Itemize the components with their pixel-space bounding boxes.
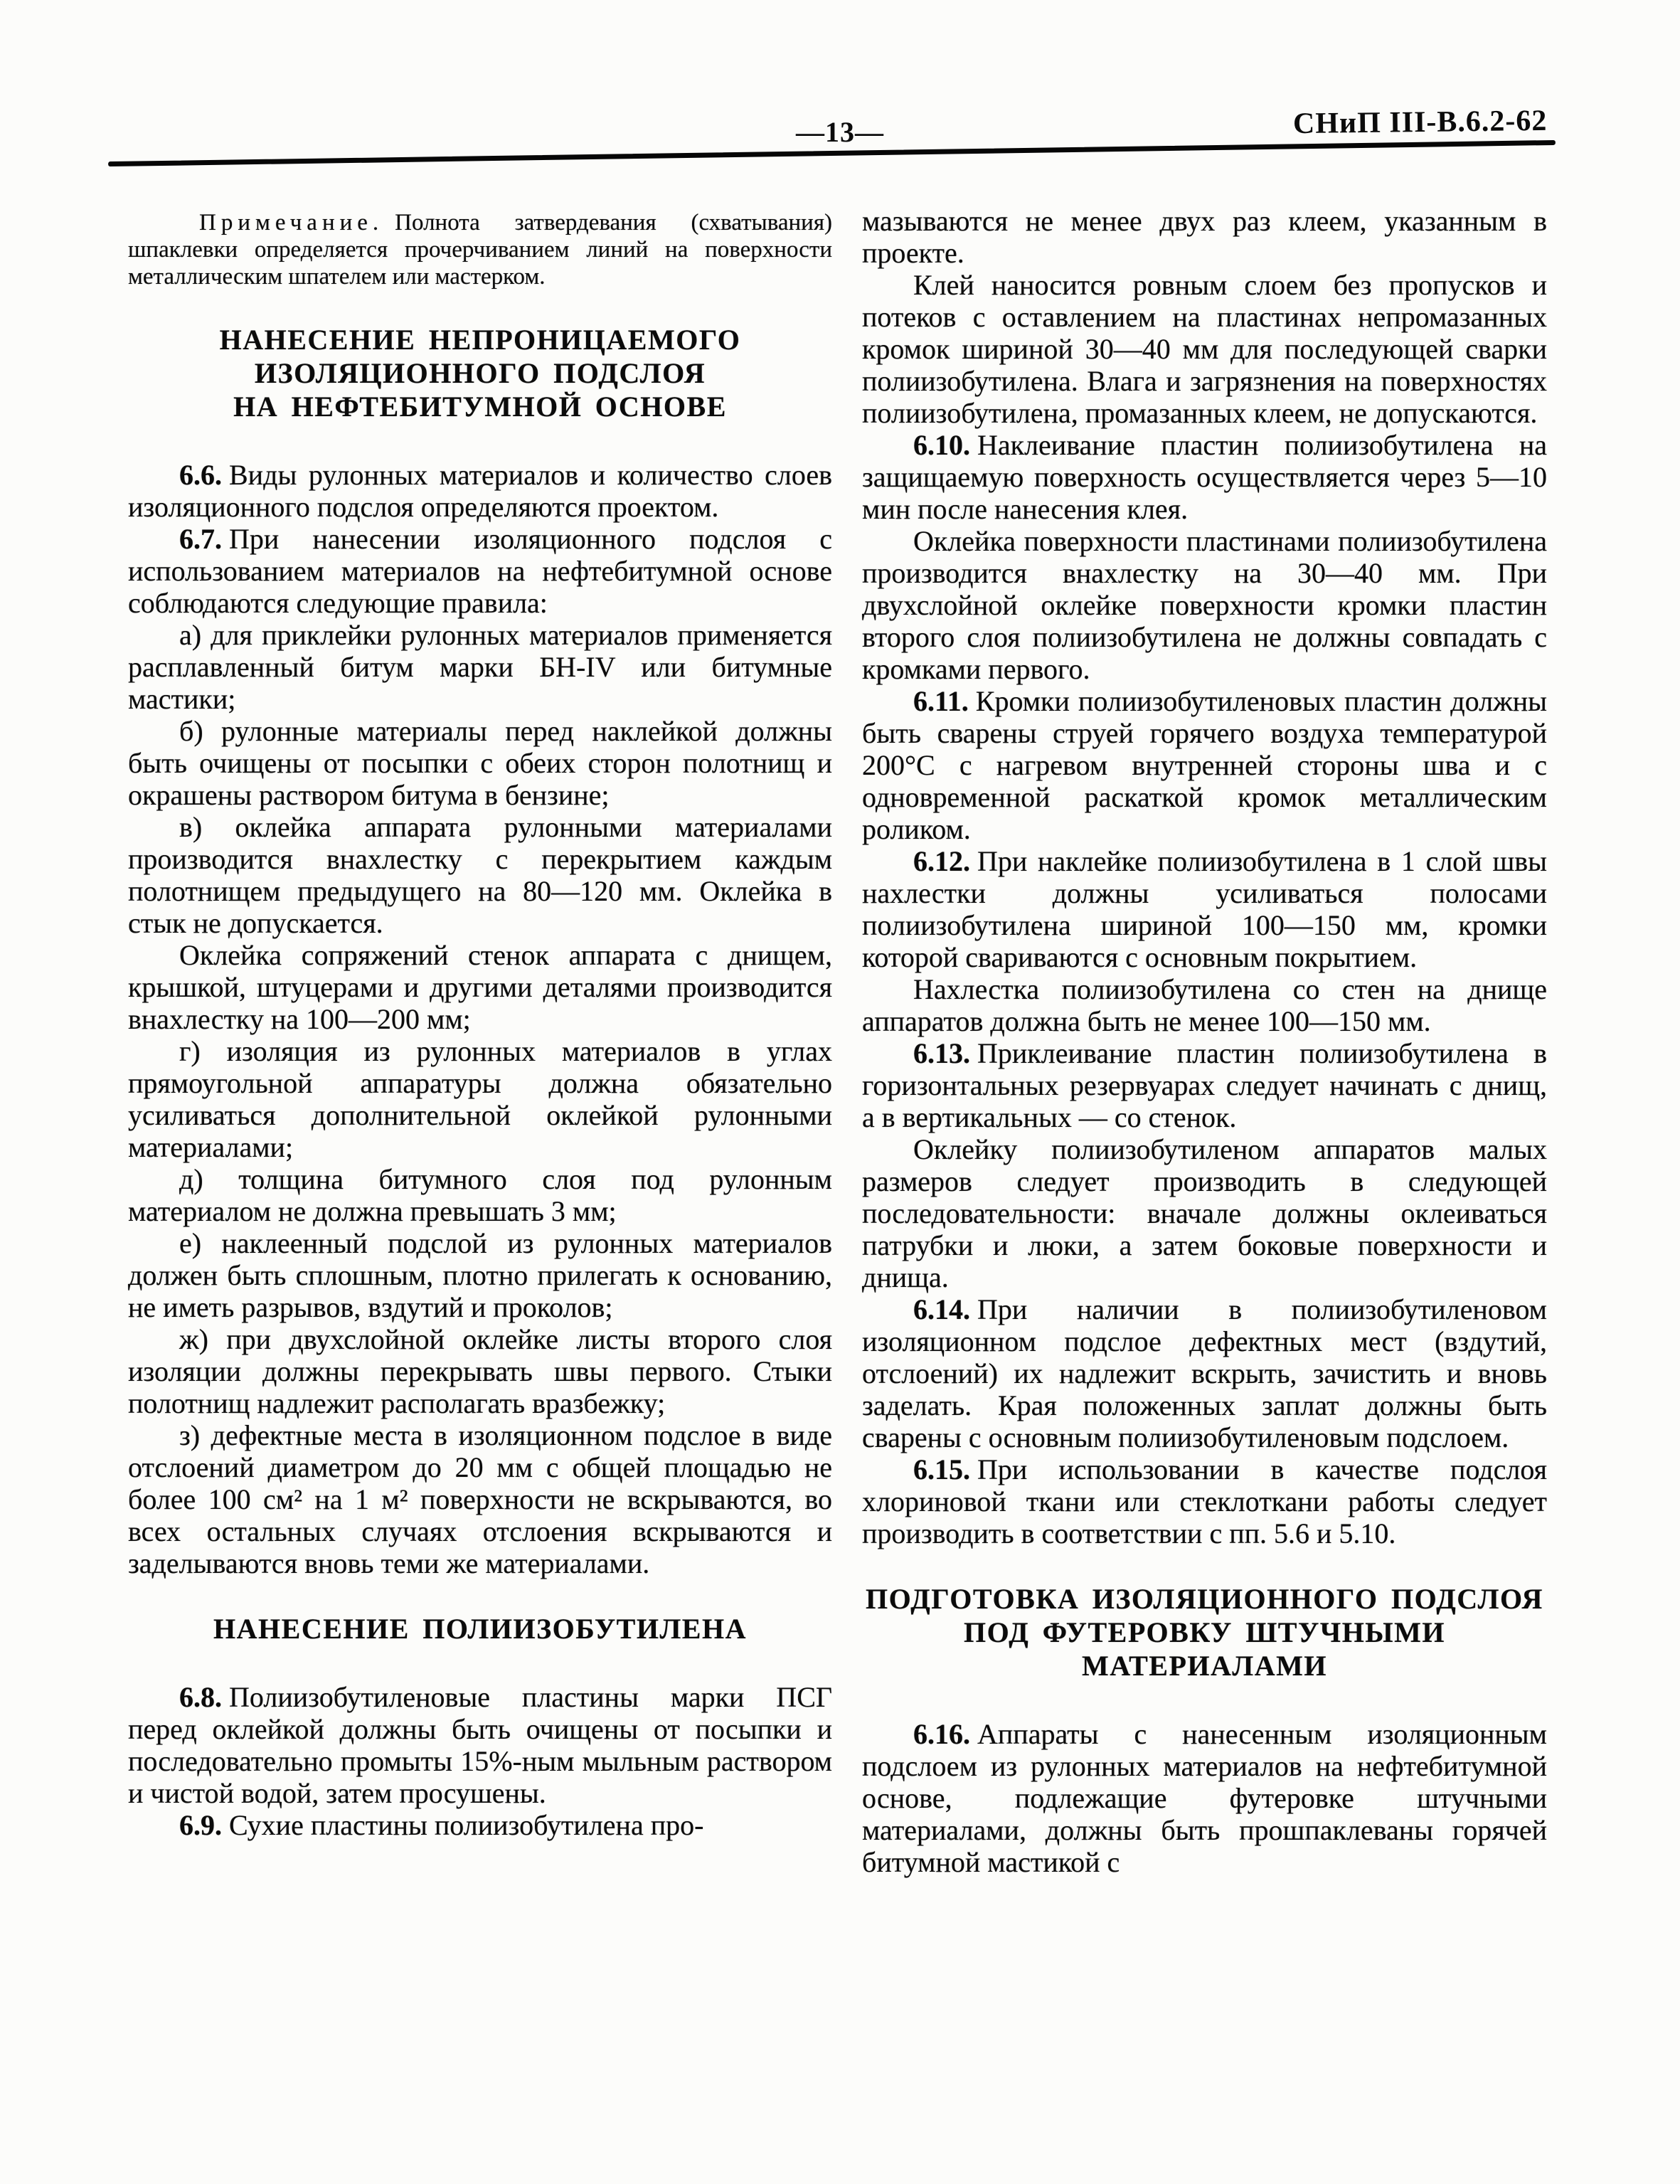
clause-number: 6.9.: [179, 1809, 222, 1841]
paragraph-item-zh: [128, 1323, 832, 1419]
paragraph-6-10: [862, 429, 1547, 525]
clause-number: 6.16.: [913, 1718, 970, 1750]
paragraph-text: Оклейка поверхности пластинами полиизобутилена производится внахлестку на 30—40 мм. При двухслойной оклейке поверхности кромки пластин второго слоя полиизобутилена не должны совпадать с кромками первого.: [862, 525, 1547, 685]
paragraph-joints: [128, 939, 832, 1035]
paragraph-item-v: [128, 811, 832, 939]
paragraph-6-12: [862, 845, 1547, 973]
paragraph-text: з) дефектные места в изоляционном подслое в виде отслоений диаметром до 20 мм с общей площадью не более 100 см² на 1 м² поверхности не вскрываются, во всех остальных случаях отслоения вскрываются и заделываются вновь теми же материалами.: [128, 1419, 832, 1579]
paragraph-text: в) оклейка аппарата рулонными материалами производится внахлестку с перекрытием каждым полотнищем предыдущего на 80—120 мм. Оклейка в стык не допускается.: [128, 811, 832, 939]
clause-number: 6.6.: [179, 459, 222, 491]
paragraph-6-15: [862, 1453, 1547, 1549]
paragraph-text: Оклейку полиизобутиленом аппаратов малых размеров следует производить в следующей последовательности: вначале должны оклеиваться патрубки и люки, а затем боковые поверхности и днища.: [862, 1133, 1547, 1293]
paragraph-text: Нахлестка полиизобутилена со стен на днище аппаратов должна быть не менее 100—150 мм.: [862, 973, 1547, 1037]
paragraph-text: Клей наносится ровным слоем без пропусков и потеков с оставлением на пластинах непромазанных кромок шириной 30—40 мм для последующей сварки полиизобутилена. Влага и загрязнения на поверхностях полиизобутилена, промазанных клеем, не допускаются.: [862, 269, 1547, 429]
heading-line: ПОД ФУТЕРОВКУ ШТУЧНЫМИ МАТЕРИАЛАМИ: [964, 1616, 1445, 1682]
clause-number: 6.12.: [913, 845, 970, 877]
paragraph-text: г) изоляция из рулонных материалов в углах прямоугольной аппаратуры должна обязательно усиливаться дополнительной оклейкой рулонными материалами;: [128, 1035, 832, 1163]
paragraph-text: При наклейке полиизобутилена в 1 слой швы нахлестки должны усиливаться полосами полиизобутилена шириной 100—150 мм, кромки которой свариваются с основным покрытием.: [862, 845, 1547, 973]
paragraph-6-11: [862, 685, 1547, 845]
section-heading-preparation: [862, 1582, 1547, 1682]
paragraph-6-16: [862, 1718, 1547, 1878]
paragraph-text: Полиизобутиленовые пластины марки ПСГ перед оклейкой должны быть очищены от посыпки и последовательно промыты 15%-ным мыльным раствором и чистой водой, затем просушены.: [128, 1681, 832, 1809]
clause-number: 6.14.: [913, 1293, 970, 1325]
paragraph-item-d: [128, 1163, 832, 1227]
paragraph-sequence: [862, 1133, 1547, 1293]
paragraph-text: е) наклеенный подслой из рулонных материалов должен быть сплошным, плотно прилегать к основанию, не иметь разрывов, вздутий и проколов;: [128, 1227, 832, 1323]
clause-number: 6.10.: [913, 429, 970, 461]
paragraph-text: При нанесении изоляционного подслоя с использованием материалов на нефтебитумной основе соблюдаются следующие правила:: [128, 523, 832, 619]
paragraph-continuation: [862, 205, 1547, 269]
paragraph-item-g: [128, 1035, 832, 1163]
left-column: [128, 205, 832, 1841]
doc-code: СНиП III-В.6.2-62: [1292, 104, 1548, 141]
note-label: Примечание.: [199, 210, 384, 235]
clause-number: 6.11.: [913, 685, 969, 717]
paragraph-item-a: [128, 619, 832, 715]
section-heading-insulation: [128, 323, 832, 423]
heading-line: ИЗОЛЯЦИОННОГО ПОДСЛОЯ: [254, 357, 706, 389]
paragraph-6-14: [862, 1293, 1547, 1453]
heading-line: НА НЕФТЕБИТУМНОЙ ОСНОВЕ: [233, 391, 727, 423]
clause-number: 6.7.: [179, 523, 222, 555]
clause-number: 6.15.: [913, 1453, 970, 1485]
paragraph-6-8: [128, 1681, 832, 1809]
paragraph-item-b: [128, 715, 832, 811]
heading-line: НАНЕСЕНИЕ НЕПРОНИЦАЕМОГО: [219, 324, 741, 356]
paragraph-text: Виды рулонных материалов и количество слоев изоляционного подслоя определяются проектом.: [128, 459, 832, 523]
note-text: Полнота затвердевания (схватывания) шпаклевки определяется прочерчиванием линий на поверхности металлическим шпателем или мастерком.: [128, 210, 832, 290]
paragraph-text: При использовании в качестве подслоя хлориновой ткани или стеклоткани работы следует производить в соответствии с пп. 5.6 и 5.10.: [862, 1453, 1547, 1549]
paragraph-text: а) для приклейки рулонных материалов применяется расплавленный битум марки БН-IV или битумные мастики;: [128, 619, 832, 715]
paragraph-text: Оклейка сопряжений стенок аппарата с днищем, крышкой, штуцерами и другими деталями производится внахлестку на 100—200 мм;: [128, 939, 832, 1035]
paragraph-6-7: [128, 523, 832, 619]
paragraph-overlap: [862, 525, 1547, 685]
paragraph-6-9: [128, 1809, 832, 1841]
paragraph-glue: [862, 269, 1547, 429]
paragraph-text: Приклеивание пластин полиизобутилена в горизонтальных резервуарах следует начинать с днищ, а в вертикальных — со стенок.: [862, 1037, 1547, 1133]
paragraph-6-13: [862, 1037, 1547, 1133]
paragraph-text: д) толщина битумного слоя под рулонным материалом не должна превышать 3 мм;: [128, 1163, 832, 1227]
paragraph-lap: [862, 973, 1547, 1037]
note-paragraph: [128, 209, 832, 290]
paragraph-6-6: [128, 459, 832, 523]
right-column: [862, 205, 1547, 1878]
paragraph-text: б) рулонные материалы перед наклейкой должны быть очищены от посыпки с обеих сторон полотнищ и окрашены раствором битума в бензине;: [128, 715, 832, 811]
paragraph-text: Наклеивание пластин полиизобутилена на защищаемую поверхность осуществляется через 5—10 мин после нанесения клея.: [862, 429, 1547, 525]
paragraph-text: Аппараты с нанесенным изоляционным подслоем из рулонных материалов на нефтебитумной основе, подлежащие футеровке штучными материалами, должны быть прошпаклеваны горячей битумной мастикой с: [862, 1718, 1547, 1878]
paragraph-text: ж) при двухслойной оклейке листы второго слоя изоляции должны перекрывать швы первого. Стыки полотнищ надлежит располагать вразбежку;: [128, 1323, 832, 1419]
clause-number: 6.8.: [179, 1681, 222, 1713]
paragraph-item-z: [128, 1419, 832, 1579]
paragraph-text: Кромки полиизобутиленовых пластин должны быть сварены струей горячего воздуха температурой 200°С с нагревом внутренней стороны шва и с одновременной раскаткой кромок металлическим роликом.: [862, 685, 1547, 845]
clause-number: 6.13.: [913, 1037, 970, 1069]
paragraph-item-e: [128, 1227, 832, 1323]
paragraph-text: При наличии в полиизобутиленовом изоляционном подслое дефектных мест (вздутий, отслоений) их надлежит вскрыть, зачистить и вновь заделать. Края положенных заплат должны быть сварены с основным полиизобутиленовым подслоем.: [862, 1293, 1547, 1453]
heading-line: НАНЕСЕНИЕ ПОЛИИЗОБУТИЛЕНА: [213, 1613, 747, 1645]
section-heading-polyisobutylene: [128, 1612, 832, 1645]
paragraph-text: Сухие пластины полиизобутилена про-: [229, 1809, 704, 1841]
paragraph-text: мазываются не менее двух раз клеем, указанным в проекте.: [862, 205, 1547, 269]
page-number: —13—: [796, 116, 884, 148]
heading-line: ПОДГОТОВКА ИЗОЛЯЦИОННОГО ПОДСЛОЯ: [866, 1583, 1543, 1615]
